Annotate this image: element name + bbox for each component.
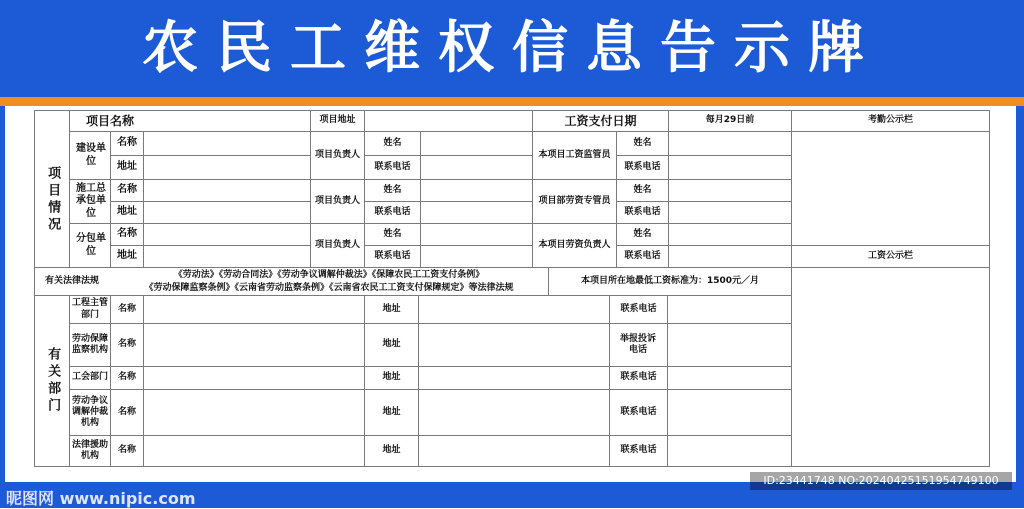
person-phone-label: 联系电话 (374, 206, 411, 217)
person-phone-label: 联系电话 (624, 161, 661, 172)
person-phone-label: 联系电话 (374, 161, 411, 172)
watermark-id: ID:23441748 NO:20240425151954749100 (750, 472, 1012, 490)
attendance-board-label: 考勤公示栏 (867, 115, 913, 126)
header-stripe (0, 97, 1024, 106)
dept-engineering: 工程主管部门 (71, 298, 108, 320)
unit-label-subcontractor: 分包单位 (76, 233, 106, 257)
departments-section-label: 有关部门 (45, 347, 61, 415)
pay-date-label: 工资支付日期 (564, 113, 637, 128)
dept-addr-label: 地址 (382, 372, 401, 383)
unit-name-label: 名称 (117, 228, 137, 240)
dept-name-label: 名称 (117, 303, 136, 314)
unit-addr-label: 地址 (117, 250, 137, 262)
unit-name-label: 名称 (117, 137, 137, 149)
dept-addr-label: 地址 (382, 303, 401, 314)
min-wage-text: 本项目所在地最低工资标准为：1500元／月 (580, 275, 760, 286)
dept-addr-label: 地址 (382, 406, 401, 417)
wage-board-label: 工资公示栏 (867, 250, 913, 261)
person-name-label: 姓名 (383, 228, 402, 239)
dept-labor-inspection: 劳动保障监察机构 (71, 333, 108, 355)
dept-trade-union: 工会部门 (71, 372, 108, 383)
project-address-label: 项目地址 (319, 115, 356, 126)
laws-label: 有关法律法规 (44, 275, 99, 286)
dept-arbitration: 劳动争议调解仲裁机构 (71, 395, 108, 429)
dept-name-label: 名称 (117, 445, 136, 456)
unit-addr-label: 地址 (117, 206, 137, 218)
dept-phone-label: 联系电话 (620, 303, 657, 314)
dept-addr-label: 地址 (382, 339, 401, 350)
dept-name-label: 名称 (117, 406, 136, 417)
person-name-label: 姓名 (633, 228, 652, 239)
labor-manager-label: 本项目劳资负责人 (538, 239, 611, 250)
person-phone-label: 联系电话 (624, 250, 661, 261)
person-name-label: 姓名 (633, 184, 652, 195)
laws-line-2: 《劳动保障监察条例》《云南省劳动监察条例》《云南省农民工工资支付保障规定》等法律法规 (144, 282, 514, 293)
labor-specialist-label: 项目部劳资专管员 (538, 195, 611, 206)
dept-phone-label: 联系电话 (620, 406, 657, 417)
dept-phone-label: 联系电话 (620, 372, 657, 383)
pay-date-value: 每月29日前 (705, 115, 755, 126)
dept-name-label: 名称 (117, 372, 136, 383)
person-name-label: 姓名 (383, 137, 402, 148)
person-phone-label: 联系电话 (374, 250, 411, 261)
project-section-label: 项目情况 (45, 165, 61, 234)
project-manager-label: 项目负责人 (314, 239, 360, 250)
unit-label-contractor: 施工总承包单位 (76, 182, 106, 219)
page-title: 农民工维权信息告示牌 (142, 16, 882, 81)
right-border (1016, 106, 1024, 482)
unit-addr-label: 地址 (117, 161, 137, 173)
project-manager-label: 项目负责人 (314, 149, 360, 160)
dept-legal-aid: 法律援助机构 (71, 439, 108, 461)
project-name-label: 项目名称 (85, 113, 134, 128)
wage-supervisor-label: 本项目工资监管员 (538, 149, 611, 160)
laws-line-1: 《劳动法》《劳动合同法》《劳动争议调解仲裁法》《保障农民工工资支付条例》 (173, 269, 485, 280)
watermark-left: 昵图网 www.nipic.com (6, 489, 196, 508)
dept-name-label: 名称 (117, 339, 136, 350)
unit-label-construction: 建设单位 (76, 143, 106, 167)
person-phone-label: 联系电话 (624, 206, 661, 217)
person-name-label: 姓名 (633, 137, 652, 148)
dept-phone-label: 联系电话 (620, 445, 657, 456)
dept-report-phone-label: 举报投诉电话 (619, 333, 656, 355)
dept-addr-label: 地址 (382, 445, 401, 456)
left-border (0, 106, 5, 482)
unit-name-label: 名称 (117, 184, 137, 196)
person-name-label: 姓名 (383, 184, 402, 195)
project-manager-label: 项目负责人 (314, 195, 360, 206)
